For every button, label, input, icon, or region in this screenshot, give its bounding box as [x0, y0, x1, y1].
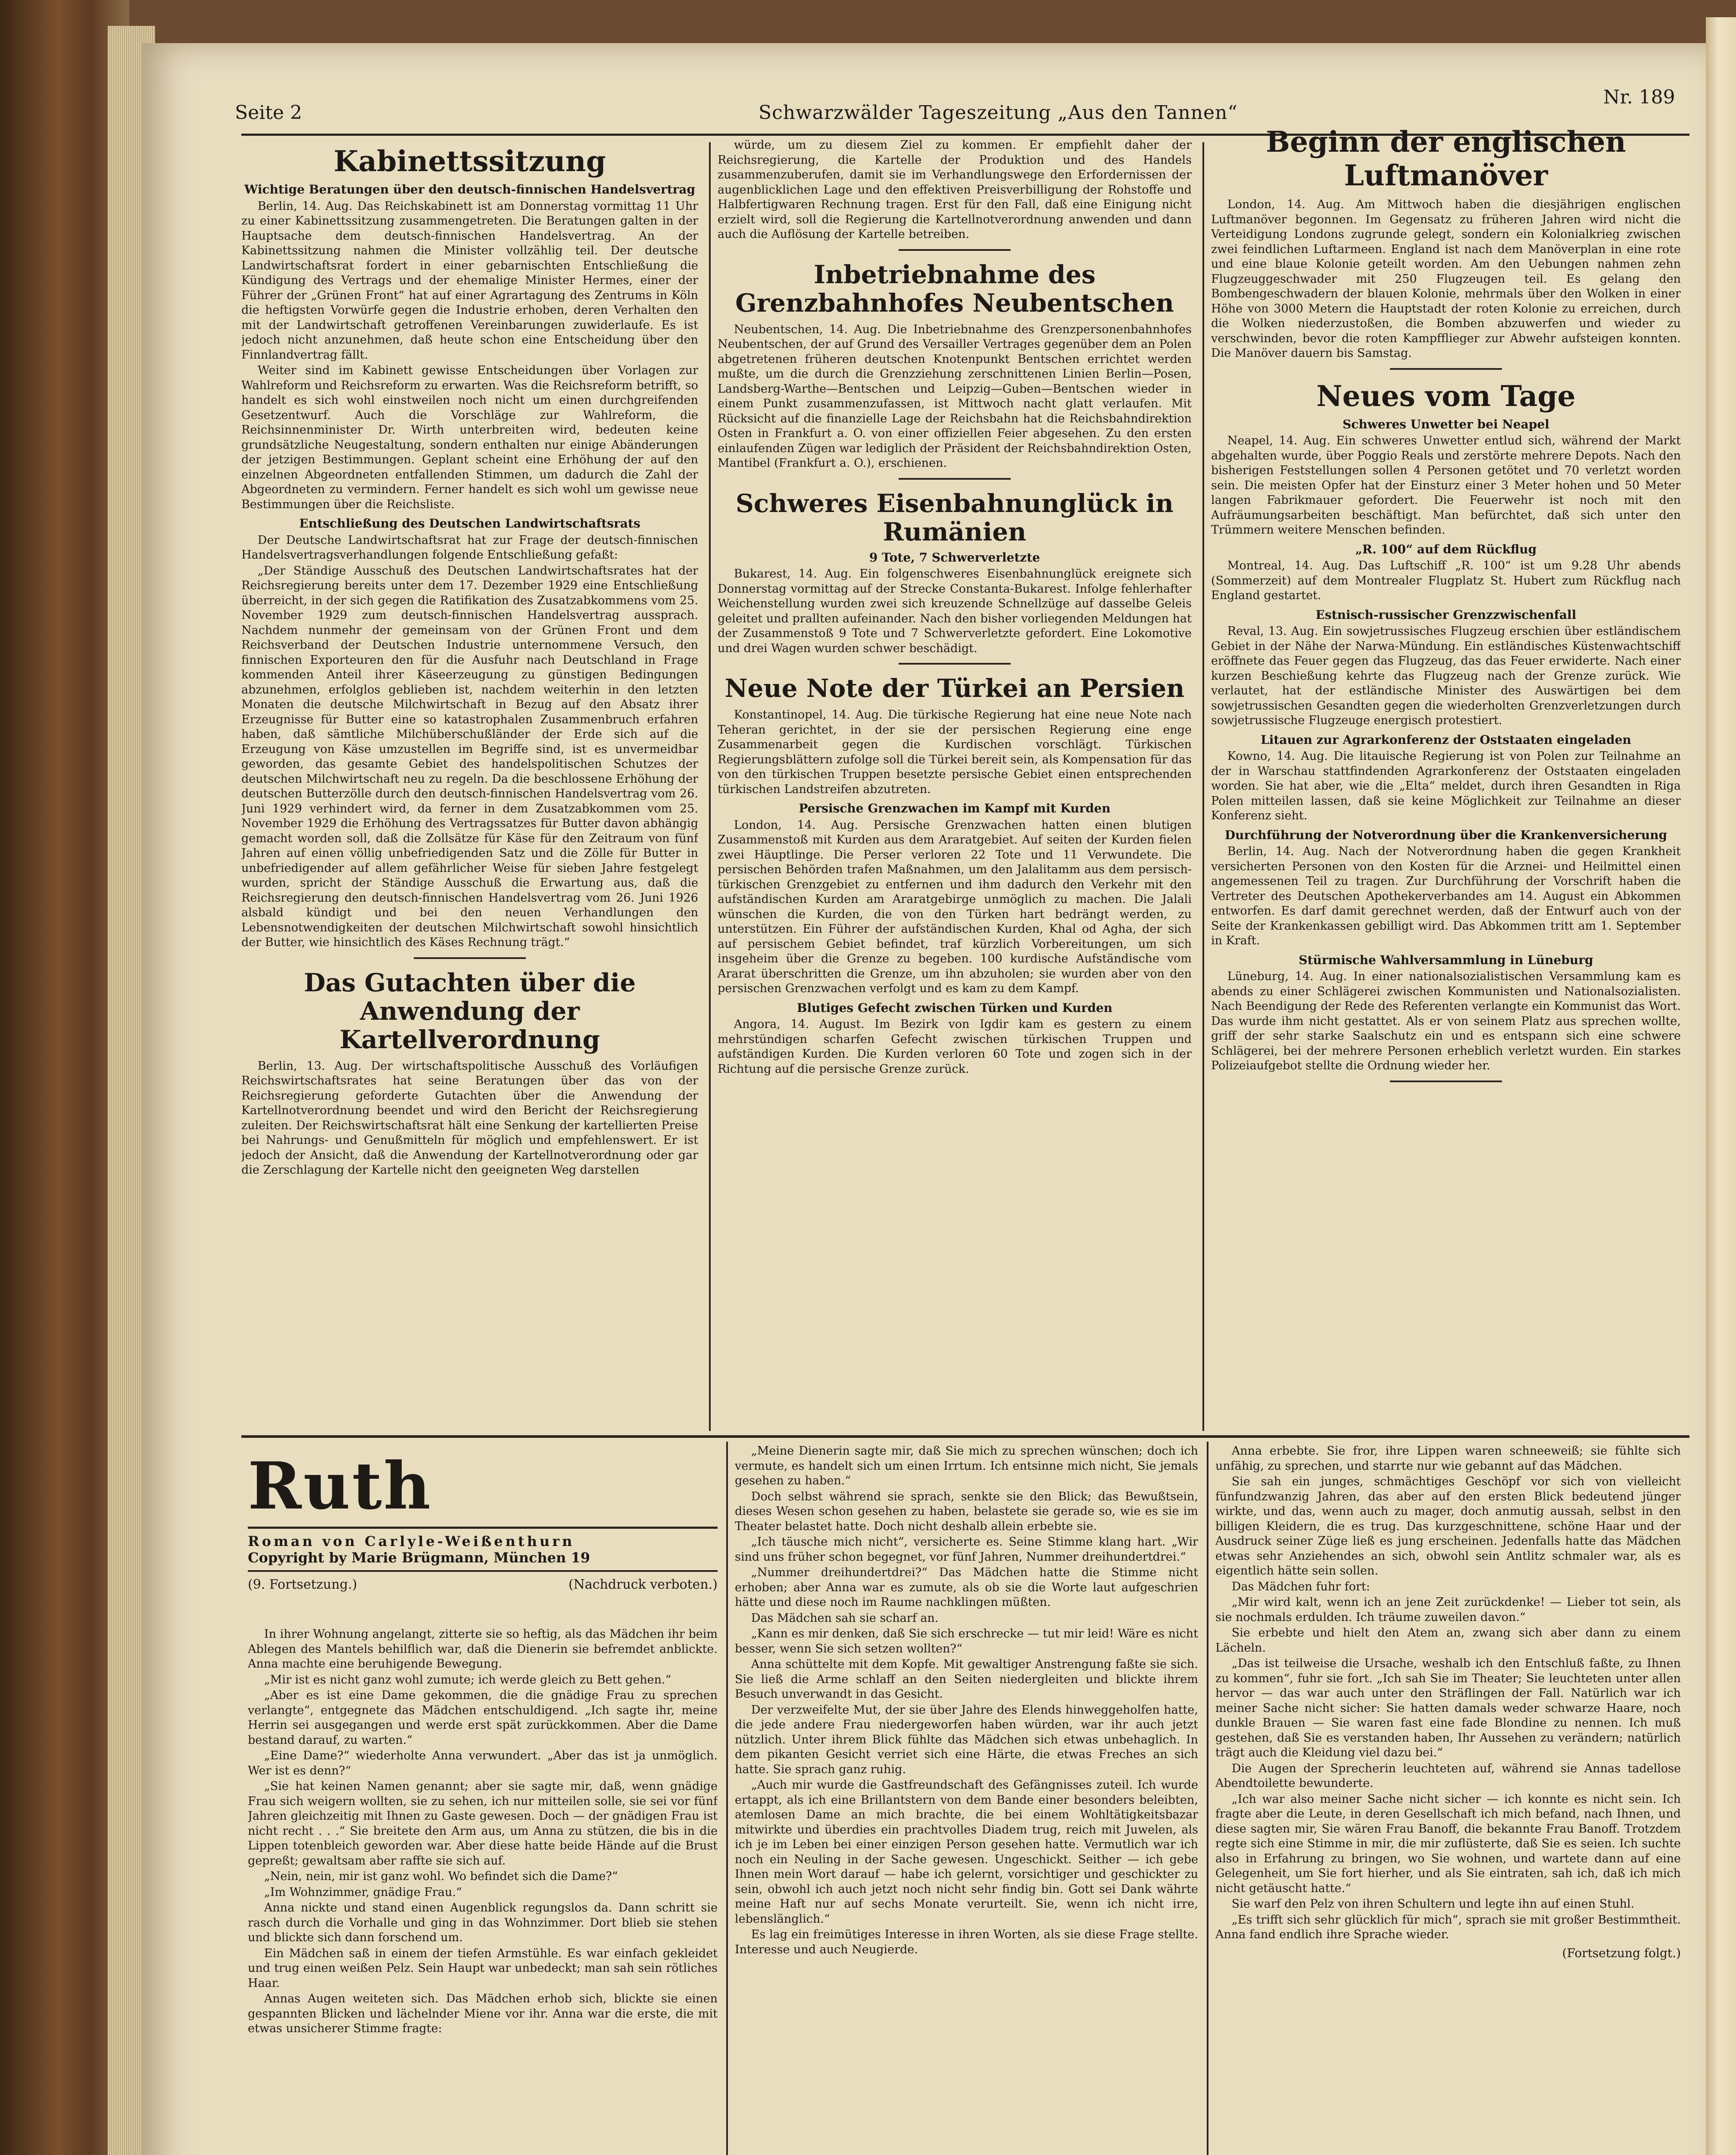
- column-divider: [1202, 142, 1204, 1431]
- subheadline: Stürmische Wahlversammlung in Lüneburg: [1299, 953, 1593, 967]
- subheadline: Entschließung des Deutschen Landwirtschaftsrats: [299, 516, 640, 531]
- subheadline: Durchführung der Notverordnung über die Krankenversicherung: [1224, 828, 1667, 842]
- column-divider: [709, 142, 711, 1431]
- subheadline: Schweres Unwetter bei Neapel: [1343, 417, 1549, 431]
- issue-number: Nr. 189: [1603, 86, 1675, 108]
- serial-paragraph: „Das ist teilweise die Ursache, weshalb ich den Entschluß faßte, zu Ihnen zu kommen“, fuhr sie fort. „Ich sah Sie im Theater; Sie leuchteten unter allen hervor — das war auch unter den Sträflingen der Fall. Natürlich war ich meiner Sache nicht sicher: Sie hatten damals weder schwarze Haare, noch dunkle Brauen — Sie waren fast eine fade Blondine zu nennen. Ich muß gestehen, daß Sie es verstanden haben, Ihr Aussehen zu verändern; natürlich trägt auch die Kleidung viel dazu bei.“: [1215, 1657, 1681, 1759]
- serial-paragraph: Ein Mädchen saß in einem der tiefen Armstühle. Es war einfach gekleidet und trug einen weißen Pelz. Sein Haupt war unbedeckt; man sah sein rötliches Haar.: [248, 1946, 718, 1990]
- section-rule: [414, 957, 526, 959]
- serial-paragraph: „Meine Dienerin sagte mir, daß Sie mich zu sprechen wünschen; doch ich vermute, es handelt sich um einen Irrtum. Ich entsinne mich nicht, Sie jemals gesehen zu haben.“: [735, 1444, 1198, 1487]
- column-3: [1211, 125, 1681, 1431]
- subheadline: Persische Grenzwachen im Kampf mit Kurden: [799, 801, 1111, 815]
- next-page-edge: [1706, 17, 1736, 2155]
- subheadline: Wichtige Beratungen über den deutsch-finnischen Handelsvertrag: [244, 182, 696, 197]
- article-paragraph: Bukarest, 14. Aug. Ein folgenschweres Eisenbahnunglück ereignete sich Donnerstag vormittag auf der Strecke Constanta-Bukarest. Infolge fehlerhafter Weichenstellung wurden zwei sich kreuzende Schnellzüge auf dasselbe Geleis geleitet und prallten aufeinander. Nach den bisher vorliegenden Meldungen hat der Zusammenstoß 9 Tote und 7 Schwerverletzte gefordert. Eine Lokomotive und drei Wagen wurden schwer beschädigt.: [718, 567, 1192, 655]
- feuilleton-rule: [241, 1435, 1689, 1438]
- article-paragraph: würde, um zu diesem Ziel zu kommen. Er empfiehlt daher der Reichsregierung, die Kartelle der Produktion und des Handels zusammenzuberufen, damit sie im Verhandlungswege den Erfordernissen der augenblicklichen Lage und den effektiven Preisverbilligung der Rohstoffe und Halbfertigwaren Rechnung tragen. Erst für den Fall, daß eine Einigung nicht erzielt wird, soll die Regierung die Kartellnotverordnung anwenden und dann auch die Auflösung der Kartelle betreiben.: [718, 138, 1192, 241]
- headline-luftmanoever: Beginn der englischen Luftmanöver: [1266, 125, 1626, 192]
- section-rule: [899, 249, 1011, 251]
- subheadline: Litauen zur Agrarkonferenz der Oststaaten eingeladen: [1261, 732, 1631, 747]
- page-number: Seite 2: [235, 102, 302, 124]
- article-paragraph: Der Deutsche Landwirtschaftsrat hat zur Frage der deutsch-finnischen Handelsvertragsverhandlungen folgende Entschließung gefaßt:: [241, 533, 698, 562]
- subheadline: Estnisch-russischer Grenzzwischenfall: [1315, 607, 1577, 622]
- serial-column-1: [248, 1627, 718, 2155]
- serial-paragraph: „Aber es ist eine Dame gekommen, die die gnädige Frau zu sprechen verlangte“, entgegnete das Mädchen entschuldigend. „Ich sagte ihr, meine Herrin sei ausgegangen und werde erst spät zurückkommen. Aber die Dame bestand darauf, zu warten.“: [248, 1689, 718, 1747]
- serial-copyright: Copyright by Marie Brügmann, München 19: [248, 1549, 590, 1566]
- serial-paragraph: „Mir wird kalt, wenn ich an jene Zeit zurückdenke! — Lieber tot sein, als sie nochmals erdulden. Ich träume zuweilen davon.“: [1215, 1596, 1681, 1624]
- serial-paragraph: Sie sah ein junges, schmächtiges Geschöpf vor sich von vielleicht fünfundzwanzig Jahren, das aber auf den ersten Blick bedeutend jünger wirkte, und das, wenn auch zu mager, doch anmutig aussah, selbst in den billigen Kleidern, die es trug. Das kurzgeschnittene, schöne Haar und der Ausdruck seiner Züge ließ es jung erscheinen. Jedenfalls hatte das Mädchen etwas sehr Anziehendes an sich, obwohl sein Antlitz schmaler war, als es eigentlich hätte sein sollen.: [1215, 1475, 1681, 1577]
- serial-paragraph: „Ich war also meiner Sache nicht sicher — ich konnte es nicht sein. Ich fragte aber die Leute, in deren Gesellschaft ich mich befand, nach Ihnen, und diese sagten mir, Sie wären Frau Banoff, die bekannte Frau Banoff. Trotzdem regte sich eine Stimme in mir, die mir zuflüsterte, daß Sie es seien. Ich suchte also in Erfahrung zu bringen, wo Sie wohnen, und wartete dann auf eine Gelegenheit, um Sie fort hierher, und als Sie eintraten, sah ich, daß ich mich nicht getäuscht hatte.“: [1215, 1792, 1681, 1895]
- reprint-note: (Nachdruck verboten.): [568, 1577, 718, 1592]
- serial-paragraph: Das Mädchen sah sie scharf an.: [751, 1611, 939, 1625]
- serial-paragraph: Die Augen der Sprecherin leuchteten auf, während sie Annas tadellose Abendtoilette bewunderte.: [1215, 1761, 1681, 1790]
- serial-paragraph: Annas Augen weiteten sich. Das Mädchen erhob sich, blickte sie einen gespannten Blicken und lächelnder Miene vor ihr. Anna war die erste, die mit etwas unsicherer Stimme fragte:: [248, 1992, 718, 2035]
- section-rule: [1390, 368, 1502, 370]
- serial-paragraph: Anna erbebte. Sie fror, ihre Lippen waren schneeweiß; sie fühlte sich unfähig, zu sprechen, und starrte nur wie gebannt auf das Mädchen.: [1215, 1444, 1681, 1473]
- headline-neues-vom-tage: Neues vom Tage: [1316, 379, 1576, 413]
- section-rule: [1390, 1081, 1502, 1082]
- serial-paragraph: „Ich täusche mich nicht“, versicherte es. Seine Stimme klang hart. „Wir sind uns früher schon begegnet, vor fünf Jahren, Nummer dreihundertdrei.“: [735, 1535, 1198, 1564]
- article-paragraph: Angora, 14. August. Im Bezirk von Igdir kam es gestern zu einem mehrstündigen scharfen Gefecht zwischen türkischen Truppen und aufständigen Kurden. Die Kurden verloren 60 Tote und zogen sich in der Richtung auf die persische Grenze zurück.: [718, 1018, 1192, 1076]
- article-paragraph: London, 14. Aug. Persische Grenzwachen hatten einen blutigen Zusammenstoß mit Kurden aus dem Araratgebiet. Auf seiten der Kurden fielen zwei Häuptlinge. Die Perser verloren 22 Tote und 11 Verwundete. Die persischen Behörden trafen Maßnahmen, um den Jalalitamm aus dem persisch-türkischen Grenzgebiet zu entfernen und ihm dadurch den Verkehr mit den aufständischen Kurden am Araratgebirge unmöglich zu machen. Die Jalali wünschen die Kurden, die von den Türken hart bedrängt werden, zu unterstützen. Ein Führer der aufständischen Kurden, Khal od Agha, der sich auf persischem Gebiet befindet, traf kürzlich Vorbereitungen, um sich insgeheim über die Grenze zu begeben. 100 kurdische Aufständische vom Ararat überschritten die Grenze, um ihn abzuholen; sie wurden aber von den persischen Grenzwachen verfolgt und es kam zu dem Kampf.: [718, 818, 1192, 995]
- article-paragraph: Neubentschen, 14. Aug. Die Inbetriebnahme des Grenzpersonenbahnhofes Neubentschen, der auf Grund des Versailler Vertrages gegenüber dem an Polen abgetretenen früheren deutschen Knotenpunkt Bentschen errichtet werden mußte, um die durch die Grenzziehung zerschnittenen Linien Berlin—Posen, Landsberg-Warthe—Bentschen und Leipzig—Guben—Bentschen wieder in einem Punkt zusammenzufassen, ist Mittwoch nacht glatt verlaufen. Mit Rücksicht auf die finanzielle Lage der Reichsbahn hat die Reichsbahndirektion Osten in Frankfurt a. O. von einer offiziellen Feier abgesehen. Zu den ersten einlaufenden Zügen war lediglich der Präsident der Reichsbahndirektion Osten, Mantibel (Frankfurt a. O.), erschienen.: [718, 322, 1192, 470]
- column-divider: [726, 1442, 728, 2155]
- article-paragraph: London, 14. Aug. Am Mittwoch haben die diesjährigen englischen Luftmanöver begonnen. Im Gegensatz zu früheren Jahren wird nicht die Verteidigung Londons zugrunde gelegt, sondern ein Kolonialkrieg zwischen zwei feindlichen Luftarmeen. England ist nach dem Manöverplan in eine rote und eine blaue Kolonie geteilt worden. Am den Uebungen nahmen zehn Flugzeuggeschwader mit 250 Flugzeugen teil. Es gelang den Bombengeschwadern der blauen Kolonie, mehrmals über den Wolken in einer Höhe von 3000 Metern die Hauptstadt der roten Kolonie zu erreichen, durch die Wolken niederzustoßen, die Bomben abzuwerfen und wieder zu verschwinden, bevor die roten Kampfflieger zur Abwehr aufsteigen konnten. Die Manöver dauern bis Samstag.: [1211, 198, 1681, 360]
- headline-kabinettssitzung: Kabinettssitzung: [334, 144, 606, 178]
- article-paragraph: Berlin, 14. Aug. Das Reichskabinett ist am Donnerstag vormittag 11 Uhr zu einer Kabinettssitzung zusammengetreten. Die Beratungen galten in der Hauptsache dem deutsch-finnischen Handelsvertrag. An der Kabinettssitzung nahmen die Minister vollzählig teil. Der deutsche Landwirtschaftsrat fordert in einer gebarnischten Entschließung die Kündigung des Vertrags und der ehemalige Minister Hermes, einer der Führer der „Grünen Front“ hat auf einer Agrartagung des Zentrums in Köln die heftigsten Vorwürfe gegen die Industrie erhoben, deren Verhalten den mit der Landwirtschaft getroffenen Vereinbarungen zuwiderlaufe. Es ist jedoch nicht anzunehmen, daß heute schon eine Entscheidung über den Finnlandvertrag fällt.: [241, 199, 698, 362]
- subheadline: Blutiges Gefecht zwischen Türken und Kurden: [796, 1000, 1113, 1015]
- serial-byline: Roman von Carlyle-Weißenthurn: [248, 1533, 575, 1549]
- serial-rule: [248, 1527, 718, 1529]
- serial-paragraph: „Es trifft sich sehr glücklich für mich“, sprach sie mit großer Bestimmtheit. Anna fand endlich ihre Sprache wieder.: [1215, 1913, 1681, 1941]
- article-paragraph: „Der Ständige Ausschuß des Deutschen Landwirtschaftsrates hat der Reichsregierung bereits unter dem 17. Dezember 1929 eine Entschließung überreicht, in der sich gegen die Ratifikation des Zusatzabkommens vom 25. November 1929 zum deutsch-finnischen Handelsvertrag aussprach. Nachdem nunmehr der gemeinsam von der Grünen Front und dem Reichsverband der Deutschen Industrie unternommene Versuch, den finnischen Exporteuren den für die Ausfuhr nach Deutschland in Frage kommenden Anteil ihrer Käseerzeugung zu günstigen Bedingungen abzunehmen, erfolglos geblieben ist, nachdem weiterhin in den letzten Monaten die deutsche Milchwirtschaft in Bezug auf den Absatz ihrer Erzeugnisse für Butter eine so katastrophalen Zusammenbruch erfahren haben, daß sämtliche Milchüberschußländer der Erde sich auf die Erzeugung von Käse umzustellen im Begriffe sind, ist es unvermeidbar geworden, das gesamte Gebiet des handelspolitischen Schutzes der deutschen Milchwirtschaft neu zu regeln. Da die beschlossene Erhöhung der deutschen Butterzölle durch den deutsch-finnischen Handelsvertrag vom 26. Juni 1929 verhindert wird, da ferner in dem Zusatzabkommen vom 25. November 1929 die Erhöhung des Vertragssatzes für Butter davon abhängig gemacht worden soll, daß die Zollsätze für Käse für den Zeitraum von fünf Jahren auf einen völlig unbefriedigenden Satz und die Zölle für Butter in unbefriedigender auf allem gefährlicher Weise für sieben Jahre festgelegt wurden, spricht der Ständige Ausschuß die Erwartung aus, daß die Reichsregierung den deutsch-finnischen Handelsvertrag vom 26. Juni 1926 alsbald kündigt und bei den neuen Verhandlungen den Lebensnotwendigkeiten der deutschen Milchwirtschaft sowohl hinsichtlich der Butter, wie hinsichtlich des Käses Rechnung trägt.“: [241, 564, 698, 949]
- serial-paragraph: „Nein, nein, mir ist ganz wohl. Wo befindet sich die Dame?“: [264, 1870, 618, 1883]
- serial-paragraph: „Nummer dreihundertdrei?“ Das Mädchen hatte die Stimme nicht erhoben; aber Anna war es zumute, als ob sie die Worte laut aufgeschrien hätte und diese noch im Raume nachklingen müßten.: [735, 1566, 1198, 1609]
- column-divider: [1207, 1442, 1208, 2155]
- article-paragraph: Konstantinopel, 14. Aug. Die türkische Regierung hat eine neue Note nach Teheran gerichtet, in der sie der persischen Regierung eine enge Zusammenarbeit gegen die Kurdischen vorschlägt. Türkischen Regierungsblättern zufolge soll die Türkei bereit sein, als Kompensation für das von den türkischen Truppen besetzte persische Gebiet einen entsprechenden türkischen Landstreifen abzutreten.: [718, 708, 1192, 796]
- serial-paragraph: Doch selbst während sie sprach, senkte sie den Blick; das Bewußtsein, dieses Wesen schon gesehen zu haben, belastete sie gerade so, wie es sie im Theater belastet hatte. Doch nicht deshalb allein erbebte sie.: [735, 1490, 1198, 1533]
- article-paragraph: Neapel, 14. Aug. Ein schweres Unwetter entlud sich, während der Markt abgehalten wurde, über Poggio Reals und zerstörte mehrere Depots. Nach den bisherigen Feststellungen sollen 4 Personen getötet und 70 verletzt worden sein. Die meisten Opfer hat der Einsturz einer 3 Meter hohen und 50 Meter langen Fabrikmauer gefordert. Die Feuerwehr ist noch mit den Aufräumungsarbeiten beschäftigt. Man befürchtet, daß sich unter den Trümmern weitere Menschen befinden.: [1211, 434, 1681, 537]
- masthead: Schwarzwälder Tageszeitung „Aus den Tannen“: [759, 102, 1238, 124]
- section-rule: [899, 663, 1011, 665]
- serial-paragraph: Der verzweifelte Mut, der sie über Jahre des Elends hinweggeholfen hatte, die jede andere Frau niedergeworfen haben würden, war ihr auch jetzt nützlich. Unter ihrem Blick fühlte das Mädchen sich etwas unbehaglich. In dem pikanten Gesicht verriet sich eine Härte, die etwas Freches an sich hatte. Sie sprach ganz ruhig.: [735, 1703, 1198, 1776]
- headline-tuerkei-persien: Neue Note der Türkei an Persien: [724, 674, 1185, 703]
- serial-column-3: [1215, 1444, 1681, 2155]
- subheadline: 9 Tote, 7 Schwerverletzte: [869, 550, 1040, 565]
- serial-paragraph: „Eine Dame?“ wiederholte Anna verwundert. „Aber das ist ja unmöglich. Wer ist es denn?“: [248, 1749, 718, 1777]
- serial-paragraph: „Im Wohnzimmer, gnädige Frau.“: [264, 1885, 462, 1899]
- article-paragraph: Berlin, 14. Aug. Nach der Notverordnung haben die gegen Krankheit versicherten Personen von den Kosten für die Arznei- und Heilmittel einen angemessenen Teil zu tragen. Zur Durchführung der Vorschrift haben die Vertreter des Deutschen Apothekerverbandes am 14. August ein Abkommen entworfen. Es darf damit gerechnet werden, daß der Entwurf auch von der Seite der Krankenkassen gebilligt wird. Das Abkommen tritt am 1. September in Kraft.: [1211, 845, 1681, 947]
- serial-paragraph: Es lag ein freimütiges Interesse in ihren Worten, als sie diese Frage stellte. Interesse und auch Neugierde.: [735, 1928, 1198, 1956]
- headline-grenzbahnhof: Inbetriebnahme des Grenzbahnhofes Neubentschen: [735, 259, 1174, 318]
- article-paragraph: Berlin, 13. Aug. Der wirtschaftspolitische Ausschuß des Vorläufigen Reichswirtschaftsrates hat seine Beratungen über das von der Reichsregierung geforderte Gutachten über die Anwendung der Kartellnotverordnung beendet und wird den Bericht der Reichsregierung zuleiten. Der Reichswirtschaftsrat hält eine Senkung der kartellierten Preise bei Nahrungs- und Genußmitteln für möglich und empfehlenswert. Er ist jedoch der Ansicht, daß die Anwendung der Kartellnotverordnung oder gar die Zerschlagung der Kartelle nicht den geeigneten Weg darstellen: [241, 1059, 698, 1177]
- serial-paragraph: „Auch mir wurde die Gastfreundschaft des Gefängnisses zuteil. Ich wurde ertappt, als ich eine Brillantstern von dem Bande einer besonders beleibten, atemlosen Dame an mich brachte, die bei einem Wohltätigkeitsbazar mitwirkte und überdies ein prachtvolles Diadem trug, reich mit Juwelen, als ich je im Leben bei einer einzigen Person gesehen hatte. Vermutlich war ich noch ein Neuling in der Sache gewesen. Ungeschickt. Seither — ich gebe Ihnen mein Wort darauf — habe ich gelernt, vorsichtiger und geschickter zu sein, obwohl ich auch jetzt noch nicht sehr findig bin. Gott sei Dank währte meine Haft nur auf sechs Monate verurteilt. Sie, wenn ich nicht irre, lebenslänglich.“: [735, 1778, 1198, 1926]
- headline-gutachten: Das Gutachten über die Anwendung der Kartellverordnung: [303, 968, 636, 1054]
- article-paragraph: Montreal, 14. Aug. Das Luftschiff „R. 100“ ist um 9.28 Uhr abends (Sommerzeit) auf dem Montrealer Flugplatz St. Hubert zum Rückflug nach England gestartet.: [1211, 559, 1681, 602]
- serial-paragraph: „Sie hat keinen Namen genannt; aber sie sagte mir, daß, wenn gnädige Frau sich weigern wollten, sie zu sehen, ich nur mitteilen solle, sie sei vor fünf Jahren gleichzeitig mit Ihnen zu Gaste gewesen. Doch — der gnädigen Frau ist nicht recht . . .“ Sie breitete den Arm aus, um Anna zu stützen, die bis in die Lippen totenbleich geworden war. Aber diese hatte beide Hände auf die Brust gepreßt; gewaltsam aber raffte sie sich auf.: [248, 1780, 718, 1868]
- continuation-note: (9. Fortsetzung.): [248, 1577, 357, 1592]
- column-2: [718, 138, 1192, 1431]
- serial-paragraph: Anna nickte und stand einen Augenblick regungslos da. Dann schritt sie rasch durch die Vorhalle und ging in das Wohnzimmer. Dort blieb sie stehen und blickte sich dann forschend um.: [248, 1901, 718, 1944]
- serial-paragraph: Sie erbebte und hielt den Atem an, zwang sich aber dann zu einem Lächeln.: [1215, 1626, 1681, 1655]
- article-paragraph: Weiter sind im Kabinett gewisse Entscheidungen über Vorlagen zur Wahlreform und Reichsreform zu erwarten. Was die Reichsreform betrifft, so handelt es sich wohl einstweilen noch nicht um einen durchgreifenden Gesetzentwurf. Auch die Vorschläge zur Wahlreform, die Reichsinnenminister Dr. Wirth unterbreiten wird, bedeuten keine grundsätzliche Neugestaltung, sondern enthalten nur einige Abänderungen der jetzigen Bestimmungen. Geplant scheint eine Erhöhung der auf den einzelnen Abgeordneten entfallenden Stimmen, um dadurch die Zahl der Abgeordneten zu vermindern. Ferner handelt es sich wohl um gewisse neue Bestimmungen über die Reichsliste.: [241, 364, 698, 511]
- serial-paragraph: Anna schüttelte mit dem Kopfe. Mit gewaltiger Anstrengung faßte sie sich. Sie ließ die Arme schlaff an den Seiten niedergleiten und blickte ihrem Besuch unverwandt in das Gesicht.: [735, 1658, 1198, 1701]
- serial-paragraph: Sie warf den Pelz von ihren Schultern und legte ihn auf einen Stuhl.: [1231, 1897, 1635, 1911]
- article-paragraph: Reval, 13. Aug. Ein sowjetrussisches Flugzeug erschien über estländischem Gebiet in der Nähe der Narwa-Mündung. Ein estländisches Küstenwachtschiff eröffnete das Feuer gegen das Flugzeug, das das Feuer erwiderte. Nach einer kurzen Beschießung kehrte das Flugzeug nach der Grenze zurück. Wie verlautet, hat der estländische Minister des Auswärtigen bei dem sowjetrussischen Gesandten gegen die wiederholten Grenzverletzungen durch sowjetrussische Flugzeuge energisch protestiert.: [1211, 625, 1681, 727]
- headline-eisenbahnunglueck: Schweres Eisenbahnunglück in Rumänien: [736, 488, 1174, 547]
- serial-title: Ruth: [248, 1448, 433, 1524]
- article-paragraph: Kowno, 14. Aug. Die litauische Regierung ist von Polen zur Teilnahme an der in Warschau stattfindenden Agrarkonferenz der Oststaaten eingeladen worden. Sie hat aber, wie die „Elta“ meldet, durch ihren Gesandten in Riga Polen mitteilen lassen, daß sie keine Möglichkeit zur Teilnahme an dieser Konferenz sieht.: [1211, 750, 1681, 822]
- serial-paragraph: „Kann es mir denken, daß Sie sich erschrecke — tut mir leid! Wäre es nicht besser, wenn Sie sich setzen wollten?“: [735, 1627, 1198, 1655]
- article-paragraph: Lüneburg, 14. Aug. In einer nationalsozialistischen Versammlung kam es abends zu einer Schlägerei zwischen Kommunisten und Nationalsozialisten. Nach Beendigung der Rede des Referenten verlangte ein Kommunist das Wort. Das wurde ihm nicht gestattet. Als er von seinem Platz aus sprechen wollte, griff der sehr starke Saalschutz ein und es entspann sich eine schwere Schlägerei, bei der mehrere Personen erheblich verletzt wurden. Ein starkes Polizeiaufgebot stellte die Ordnung wieder her.: [1211, 970, 1681, 1072]
- section-rule: [899, 478, 1011, 480]
- serial-paragraph: Das Mädchen fuhr fort:: [1231, 1580, 1370, 1593]
- serial-header: [248, 1448, 718, 1592]
- subheadline: „R. 100“ auf dem Rückflug: [1355, 542, 1537, 556]
- serial-column-2: [735, 1444, 1198, 2155]
- serial-rule: [248, 1570, 718, 1572]
- serial-paragraph: In ihrer Wohnung angelangt, zitterte sie so heftig, als das Mädchen ihr beim Ablegen des Mantels behilflich war, daß die Dienerin sie befremdet anblickte. Anna machte eine beruhigende Bewegung.: [248, 1627, 718, 1671]
- column-1: [241, 144, 698, 1431]
- to-be-continued: (Fortsetzung folgt.): [1562, 1946, 1681, 1960]
- serial-paragraph: „Mir ist es nicht ganz wohl zumute; ich werde gleich zu Bett gehen.“: [264, 1673, 671, 1687]
